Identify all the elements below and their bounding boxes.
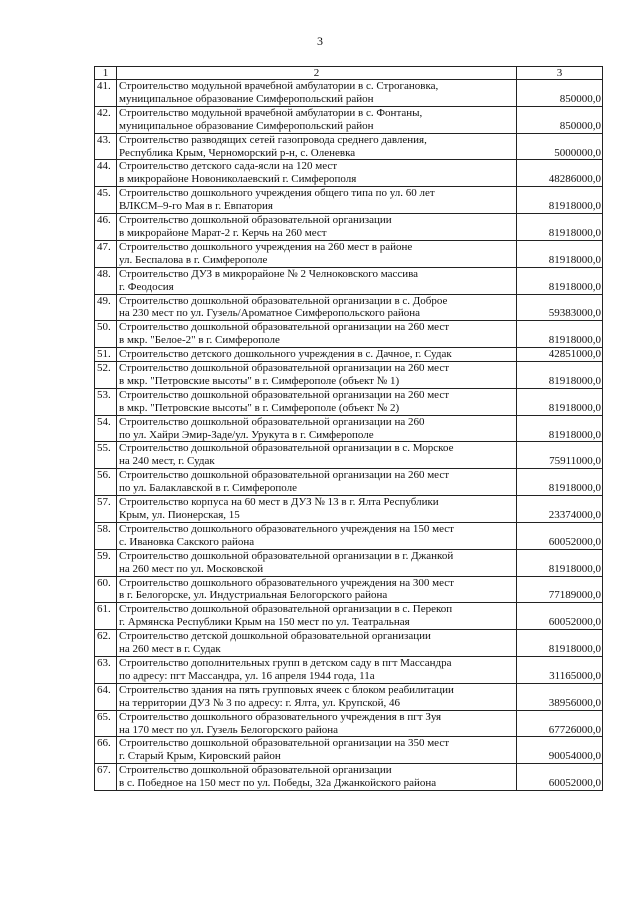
description-line: на 260 мест по ул. Московской — [119, 562, 264, 575]
table-row — [95, 576, 603, 603]
row-number: 60. — [95, 576, 117, 603]
row-number: 57. — [95, 496, 117, 523]
description-line: Строительство дошкольной образовательной организации в с. Доброе — [119, 294, 448, 307]
description-line: в мкр. "Петровские высоты" в г. Симферополе (объект № 1) — [119, 374, 400, 387]
table-row — [95, 522, 603, 549]
description-line: в мкр. "Белое-2" в г. Симферополе — [119, 334, 280, 347]
description-line: в г. Белогорске, ул. Индустриальная Белогорского района — [119, 589, 388, 602]
row-amount: 75911000,0 — [517, 442, 603, 469]
description-line: Строительство дошкольной образовательной организации — [119, 214, 392, 227]
table-row — [95, 388, 603, 415]
description-line: с. Ивановка Сакского района — [119, 535, 255, 548]
row-amount: 81918000,0 — [517, 388, 603, 415]
row-number: 58. — [95, 522, 117, 549]
description-line: в с. Победное на 150 мест по ул. Победы, 32а Джанкойского района — [119, 777, 437, 790]
table-body — [95, 80, 603, 791]
row-number: 64. — [95, 683, 117, 710]
row-number: 45. — [95, 187, 117, 214]
description-line: Строительство модульной врачебной амбулатории в с. Фонтаны, — [119, 106, 423, 119]
header-row — [95, 67, 603, 80]
table-row — [95, 496, 603, 523]
row-number: 53. — [95, 388, 117, 415]
description-line: на 230 мест по ул. Гузель/Ароматное Симферопольского района — [119, 307, 421, 320]
row-amount: 60052000,0 — [517, 603, 603, 630]
description-line: Строительство корпуса на 60 мест в ДУЗ № 13 в г. Ялта Республики — [119, 496, 439, 509]
row-description — [117, 214, 517, 241]
description-line: на 260 мест в г. Судак — [119, 643, 221, 656]
row-amount: 31165000,0 — [517, 656, 603, 683]
row-amount: 60052000,0 — [517, 522, 603, 549]
row-amount: 81918000,0 — [517, 549, 603, 576]
table-row — [95, 267, 603, 294]
description-line: Строительство дошкольного образовательного учреждения на 150 мест — [119, 522, 454, 535]
row-amount: 67726000,0 — [517, 710, 603, 737]
row-description — [117, 240, 517, 267]
row-description — [117, 549, 517, 576]
row-description — [117, 710, 517, 737]
table-row — [95, 106, 603, 133]
row-number: 42. — [95, 106, 117, 133]
row-number: 52. — [95, 362, 117, 389]
row-amount: 81918000,0 — [517, 415, 603, 442]
description-line: Строительство дошкольной образовательной организации на 260 мест — [119, 388, 450, 401]
description-line: Строительство модульной врачебной амбулатории в с. Строгановка, — [119, 80, 439, 92]
row-number: 61. — [95, 603, 117, 630]
table-row — [95, 321, 603, 348]
description-line: по адресу: пгт Массандра, ул. 16 апреля 1944 года, 11а — [119, 669, 375, 682]
description-line: Строительство дошкольной образовательной организации в г. Джанкой — [119, 549, 454, 562]
row-number: 67. — [95, 764, 117, 791]
table-row — [95, 240, 603, 267]
row-amount: 23374000,0 — [517, 496, 603, 523]
row-amount: 850000,0 — [517, 80, 603, 107]
description-line: г. Армянска Республики Крым на 150 мест по ул. Театральная — [119, 616, 410, 629]
description-line: Строительство дошкольной образовательной организации на 350 мест — [119, 737, 450, 750]
description-line: ВЛКСМ–9-го Мая в г. Евпатория — [119, 200, 273, 213]
table-row — [95, 133, 603, 160]
row-description — [117, 294, 517, 321]
row-amount: 81918000,0 — [517, 240, 603, 267]
description-line: муниципальное образование Симферопольский район — [119, 92, 374, 105]
row-amount: 81918000,0 — [517, 187, 603, 214]
description-line: Строительство дошкольной образовательной организации в с. Морское — [119, 442, 454, 455]
description-line: Строительство дошкольного образовательного учреждения в пгт Зуя — [119, 710, 442, 723]
description-line: Строительство дошкольной образовательной организации на 260 мест — [119, 362, 450, 375]
table-row — [95, 764, 603, 791]
column-header-1: 1 — [95, 67, 117, 80]
row-number: 62. — [95, 630, 117, 657]
description-line: Строительство детской дошкольной образовательной организации — [119, 630, 431, 643]
row-number: 46. — [95, 214, 117, 241]
row-number: 50. — [95, 321, 117, 348]
table-row — [95, 656, 603, 683]
row-amount: 59383000,0 — [517, 294, 603, 321]
row-amount: 81918000,0 — [517, 267, 603, 294]
table-row — [95, 80, 603, 107]
description-line: Строительство дошкольной образовательной организации на 260 мест — [119, 469, 450, 482]
description-line: на 240 мест, г. Судак — [119, 455, 215, 468]
table-row — [95, 187, 603, 214]
row-amount: 81918000,0 — [517, 214, 603, 241]
row-description — [117, 442, 517, 469]
description-line: Строительство дошкольного учреждения общего типа по ул. 60 лет — [119, 187, 435, 200]
row-number: 55. — [95, 442, 117, 469]
table-row — [95, 214, 603, 241]
row-description — [117, 133, 517, 160]
row-description — [117, 764, 517, 791]
description-line: Крым, ул. Пионерская, 15 — [119, 509, 240, 521]
column-header-2: 2 — [117, 67, 517, 80]
row-amount: 77189000,0 — [517, 576, 603, 603]
row-number: 43. — [95, 133, 117, 160]
description-line: Строительство разводящих сетей газопровода среднего давления, — [119, 133, 427, 146]
table-row — [95, 710, 603, 737]
row-description — [117, 106, 517, 133]
table-row — [95, 737, 603, 764]
row-description — [117, 348, 517, 362]
description-line: по ул. Балаклавской в г. Симферополе — [119, 482, 297, 495]
row-description — [117, 656, 517, 683]
row-description — [117, 160, 517, 187]
row-description — [117, 388, 517, 415]
row-amount: 60052000,0 — [517, 764, 603, 791]
table-row — [95, 603, 603, 630]
row-number: 54. — [95, 415, 117, 442]
row-amount: 42851000,0 — [517, 348, 603, 362]
description-line: на 170 мест по ул. Гузель Белогорского района — [119, 723, 339, 736]
row-number: 63. — [95, 656, 117, 683]
description-line: Республика Крым, Черноморский р-н, с. Оленевка — [119, 146, 356, 159]
row-description — [117, 267, 517, 294]
row-number: 44. — [95, 160, 117, 187]
table-row — [95, 683, 603, 710]
description-line: в микрорайоне Марат-2 г. Керчь на 260 мест — [119, 226, 327, 239]
description-line: Строительство дошкольной образовательной организации на 260 мест — [119, 321, 450, 334]
table-row — [95, 442, 603, 469]
row-description — [117, 415, 517, 442]
row-description — [117, 737, 517, 764]
row-amount: 48286000,0 — [517, 160, 603, 187]
description-line: Строительство дошкольной образовательной организации — [119, 764, 392, 777]
table-row — [95, 348, 603, 362]
row-amount: 90054000,0 — [517, 737, 603, 764]
row-description — [117, 362, 517, 389]
table-row — [95, 362, 603, 389]
table-row — [95, 160, 603, 187]
row-description — [117, 603, 517, 630]
row-amount: 81918000,0 — [517, 469, 603, 496]
description-line: г. Старый Крым, Кировский район — [119, 750, 281, 763]
row-amount: 850000,0 — [517, 106, 603, 133]
row-number: 59. — [95, 549, 117, 576]
row-description — [117, 630, 517, 657]
row-amount: 81918000,0 — [517, 630, 603, 657]
row-number: 49. — [95, 294, 117, 321]
table-row — [95, 415, 603, 442]
table-row — [95, 469, 603, 496]
row-amount: 38956000,0 — [517, 683, 603, 710]
description-line: Строительство детского сада-ясли на 120 мест — [119, 160, 338, 173]
description-line: Строительство ДУЗ в микрорайоне № 2 Челноковского массива — [119, 267, 419, 280]
row-number: 56. — [95, 469, 117, 496]
row-amount: 81918000,0 — [517, 362, 603, 389]
row-number: 48. — [95, 267, 117, 294]
row-amount: 5000000,0 — [517, 133, 603, 160]
table-row — [95, 294, 603, 321]
row-description — [117, 187, 517, 214]
row-description — [117, 80, 517, 107]
description-line: Строительство дополнительных групп в детском саду в пгт Массандра — [119, 656, 452, 669]
description-line: г. Феодосия — [119, 280, 174, 293]
row-number: 51. — [95, 348, 117, 362]
row-description — [117, 321, 517, 348]
description-line: Строительство детского дошкольного учреждения в с. Дачное, г. Судак — [119, 348, 452, 361]
description-line: Строительство дошкольной образовательной организации на 260 — [119, 415, 425, 428]
row-number: 66. — [95, 737, 117, 764]
table-row — [95, 630, 603, 657]
row-description — [117, 522, 517, 549]
description-line: Строительство дошкольной образовательной организации в с. Перекоп — [119, 603, 453, 616]
row-description — [117, 469, 517, 496]
description-line: Строительство дошкольного образовательного учреждения на 300 мест — [119, 576, 454, 589]
description-line: в мкр. "Петровские высоты" в г. Симферополе (объект № 2) — [119, 401, 400, 414]
page-number: 3 — [317, 34, 323, 48]
description-line: Строительство дошкольного учреждения на 260 мест в районе — [119, 240, 413, 253]
row-number: 65. — [95, 710, 117, 737]
row-description — [117, 576, 517, 603]
description-line: ул. Беспалова в г. Симферополе — [119, 253, 268, 266]
description-line: Строительство здания на пять групповых ячеек с блоком реабилитации — [119, 683, 454, 696]
row-description — [117, 496, 517, 523]
construction-table — [94, 66, 603, 791]
row-amount: 81918000,0 — [517, 321, 603, 348]
description-line: в микрорайоне Новониколаевский г. Симферополя — [119, 173, 357, 186]
description-line: муниципальное образование Симферопольский район — [119, 119, 374, 132]
description-line: на территории ДУЗ № 3 по адресу: г. Ялта, ул. Крупской, 46 — [119, 696, 401, 709]
row-number: 41. — [95, 80, 117, 107]
column-header-3: 3 — [517, 67, 603, 80]
table-row — [95, 549, 603, 576]
description-line: по ул. Хайри Эмир-Заде/ул. Урукута в г. Симферополе — [119, 428, 374, 441]
row-description — [117, 683, 517, 710]
row-number: 47. — [95, 240, 117, 267]
